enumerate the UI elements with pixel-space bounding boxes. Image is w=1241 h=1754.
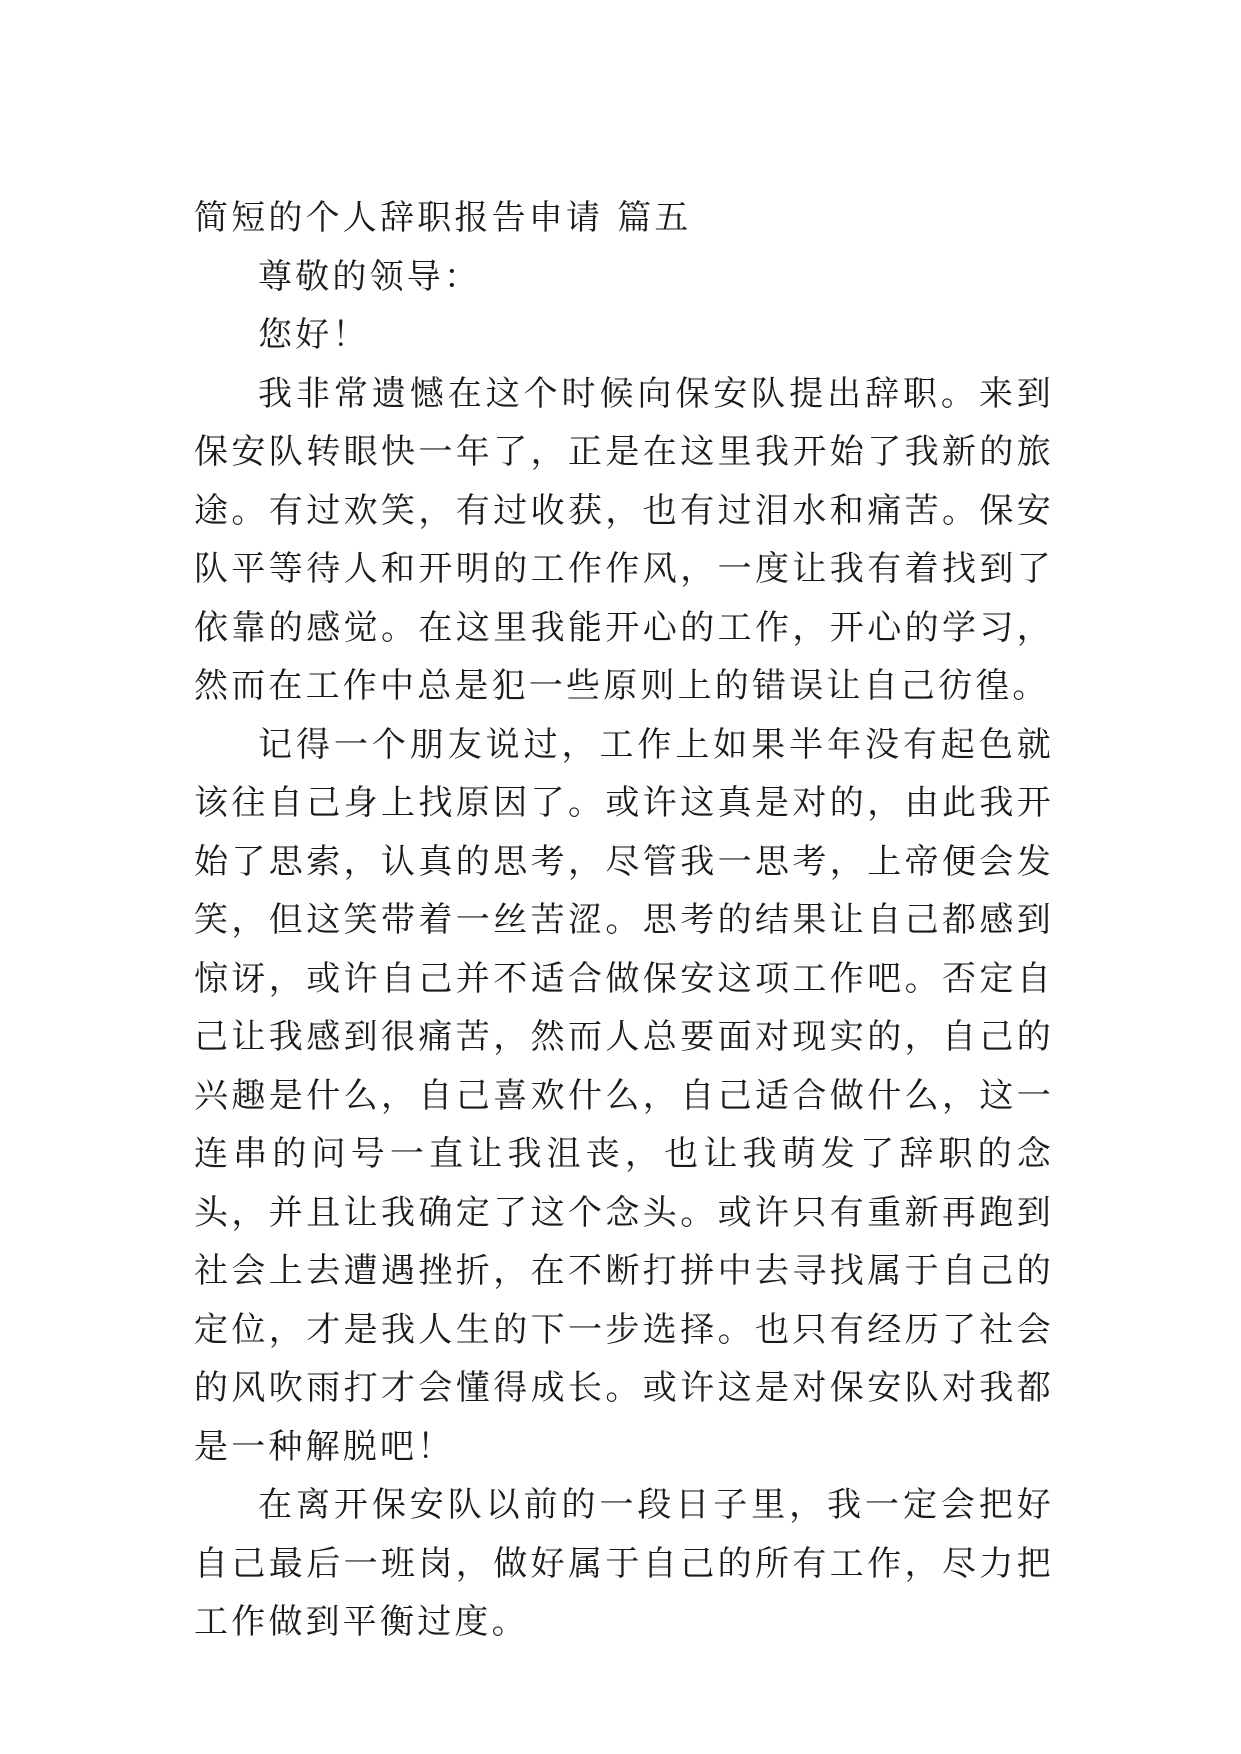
- greeting: 您好！: [258, 315, 370, 355]
- salutation: 尊敬的领导：: [258, 256, 482, 297]
- document-body: [194, 189, 1054, 1652]
- document-title: 简短的个人辞职报告申请 篇五: [194, 198, 692, 238]
- paragraph-3: 在离开保安队以前的一段日子里，我一定会把好自己最后一班岗，做好属于自己的所有工作，尽力把工作做到平衡过度。: [194, 1485, 1054, 1642]
- paragraph-1: 我非常遗憾在这个时候向保安队提出辞职。来到保安队转眼快一年了，正是在这里我开始了我新的旅途。有过欢笑，有过收获，也有过泪水和痛苦。保安队平等待人和开明的工作作风，一度让我有着找到了依靠的感觉。在这里我能开心的工作，开心的学习，然而在工作中总是犯一些原则上的错误让自己彷徨。: [194, 373, 1054, 706]
- paragraph-2: 记得一个朋友说过，工作上如果半年没有起色就该往自己身上找原因了。或许这真是对的，由此我开始了思索，认真的思考，尽管我一思考，上帝便会发笑，但这笑带着一丝苦涩。思考的结果让自己都感到惊讶，或许自己并不适合做保安这项工作吧。否定自己让我感到很痛苦，然而人总要面对现实的，自己的兴趣是什么，自己喜欢什么，自己适合做什么，这一连串的问号一直让我沮丧，也让我萌发了辞职的念头，并且让我确定了这个念头。或许只有重新再跑到社会上去遭遇挫折，在不断打拼中去寻找属于自己的定位，才是我人生的下一步选择。也只有经历了社会的风吹雨打才会懂得成长。或许这是对保安队对我都是一种解脱吧！: [194, 724, 1054, 1467]
